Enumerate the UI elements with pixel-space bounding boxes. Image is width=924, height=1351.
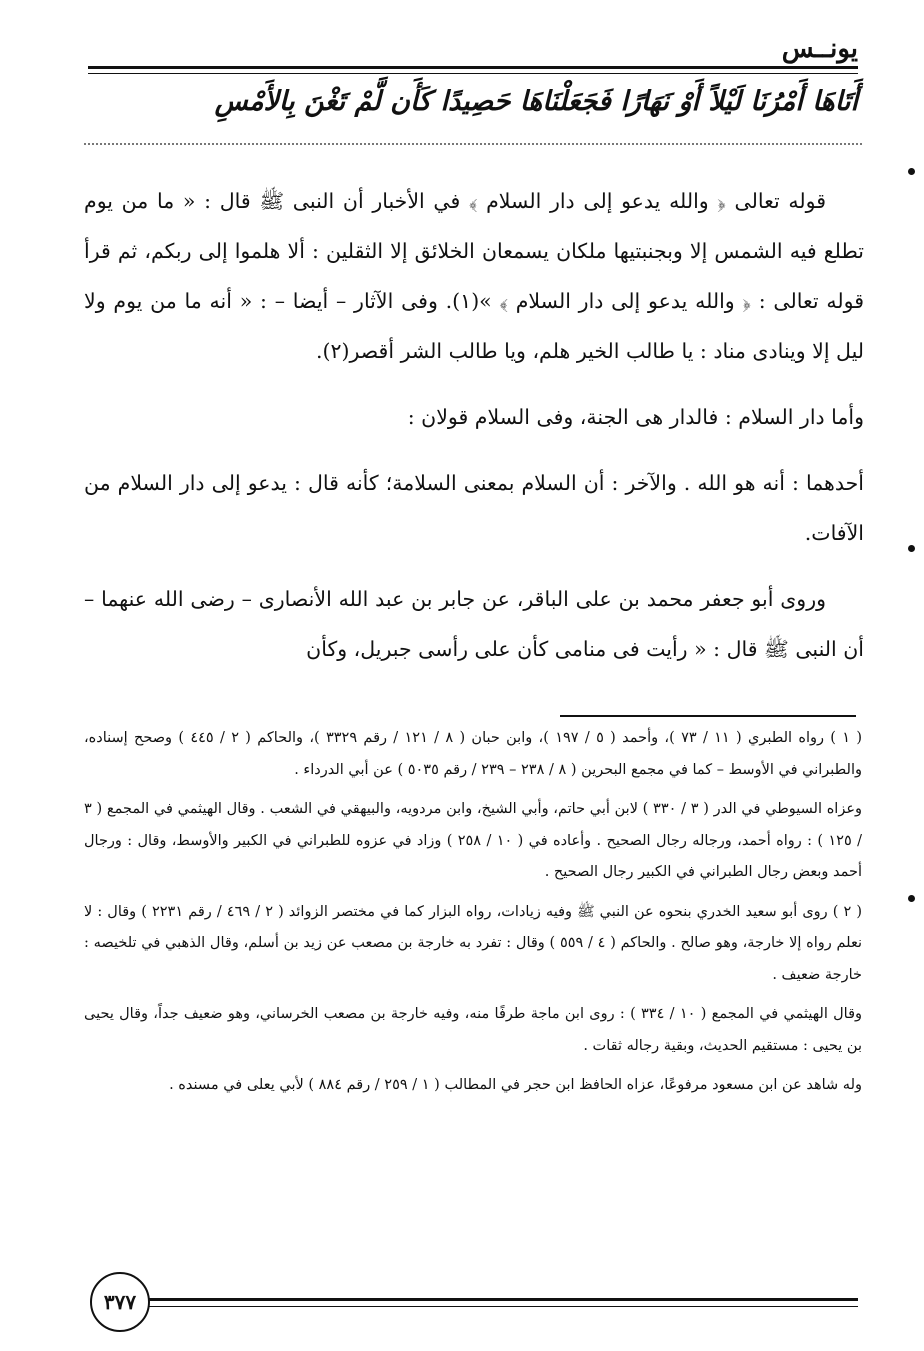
page-number	[90, 1272, 150, 1332]
margin-bullet	[908, 895, 915, 902]
header-rule-thick	[88, 66, 858, 69]
paragraph-jabir-narration: وروى أبو جعفر محمد بن على الباقر، عن جابر بن عبد الله الأنصارى – رضى الله عنهما – أن النبى ﷺ قال : « رأيت فى منامى كأن على رأسى جبريل، وكأن	[84, 587, 864, 661]
footer-rule-thin	[148, 1306, 858, 1307]
footnote-2: ( ٢ ) روى أبو سعيد الخدري بنحوه عن النبي ﷺ وفيه زيادات، رواه البزار كما في مختصر الزوائد ( ٢ / ٤٦٩ / رقم ٢٢٣١ ) وقال : لا نعلم رواه إلا خارجة، وهو صالح . والحاكم ( ٤ / ٥٥٩ ) وقال : تفرد به خارجة بن مصعب عن زيد بن أسلم، وقال الذهبي في تلخيصه : خارجة ضعيف .	[84, 903, 863, 983]
footnote-2-witness: وله شاهد عن ابن مسعود مرفوعًا، عزاه الحافظ ابن حجر في المطالب ( ١ / ٢٥٩ / رقم ٨٨٤ ) لأبي يعلى في مسنده .	[169, 1077, 862, 1093]
page-number-text: ٣٧٧	[103, 1290, 137, 1314]
verse-divider	[84, 143, 862, 145]
footnote-separator	[560, 715, 856, 717]
paragraph-hadith-two-angels: قوله تعالى ﴿ والله يدعو إلى دار السلام ﴾ في الأخبار أن النبى ﷺ قال : « ما من يوم تطلع فيه الشمس إلا وبجنبتيها ملكان يسمعان الخلائق إلا الثقلين : ألا هلموا إلى ربكم، ثم قرأ قوله تعالى : ﴿ والله يدعو إلى دار السلام ﴾ »(١). وفى الآثار – أيضا – : « أنه ما من يوم ولا ليل إلا وينادى مناد : يا طالب الخير هلم، ويا طالب الشر أقصر(٢).	[84, 189, 864, 363]
paragraph-two-opinions: أحدهما : أنه هو الله . والآخر : أن السلام بمعنى السلامة؛ كأنه قال : يدعو إلى دار السلام من الآفات.	[84, 471, 864, 545]
margin-bullet	[908, 545, 915, 552]
header-rule-thin	[88, 73, 858, 74]
verse-title: أَتَاهَا أَمْرُنَا لَيْلاً أَوْ نَهَارًا فَجَعَلْنَاهَا حَصِيدًا كَأَن لَّمْ تَغْنَ بِالأَمْسِ	[214, 86, 858, 117]
footer-rule-thick	[148, 1298, 858, 1301]
main-text	[84, 176, 864, 690]
footnotes	[84, 723, 862, 1110]
footnote-2-continued: وقال الهيثمي في المجمع ( ١٠ / ٣٣٤ ) : روى ابن ماجة طرفًا منه، وفيه خارجة بن مصعب الخرساني، وهو ضعيف جداً، وقال يحيى بن يحيى : مستقيم الحديث، وبقية رجاله ثقات .	[84, 1006, 863, 1054]
paragraph-dar-al-salam: وأما دار السلام : فالدار هى الجنة، وفى السلام قولان :	[407, 405, 864, 429]
margin-bullet	[908, 168, 915, 175]
footnote-1-continued: وعزاه السيوطي في الدر ( ٣ / ٣٣٠ ) لابن أبي حاتم، وأبي الشيخ، وابن مردويه، والبيهقي في الشعب . وقال الهيثمي في المجمع ( ٣ / ١٢٥ ) : رواه أحمد، ورجاله رجال الصحيح . وأعاده في ( ١٠ / ٢٥٨ ) وزاد في عزوه للطبراني في الكبير والأوسط، وقال : ورجال أحمد وبعض رجال الطبراني في الكبير رجال الصحيح .	[84, 801, 863, 880]
surah-name-header: يونــس	[781, 34, 858, 64]
footnote-1: ( ١ ) رواه الطبري ( ١١ / ٧٣ )، وأحمد ( ٥ / ١٩٧ )، وابن حبان ( ٨ / ١٢١ / رقم ٣٣٢٩ )، والحاكم ( ٢ / ٤٤٥ ) وصحح إسناده، والطبراني في الأوسط – كما في مجمع البحرين ( ٨ / ٢٣٨ – ٢٣٩ / رقم ٥٠٣٥ ) عن أبي الدرداء .	[84, 730, 863, 778]
